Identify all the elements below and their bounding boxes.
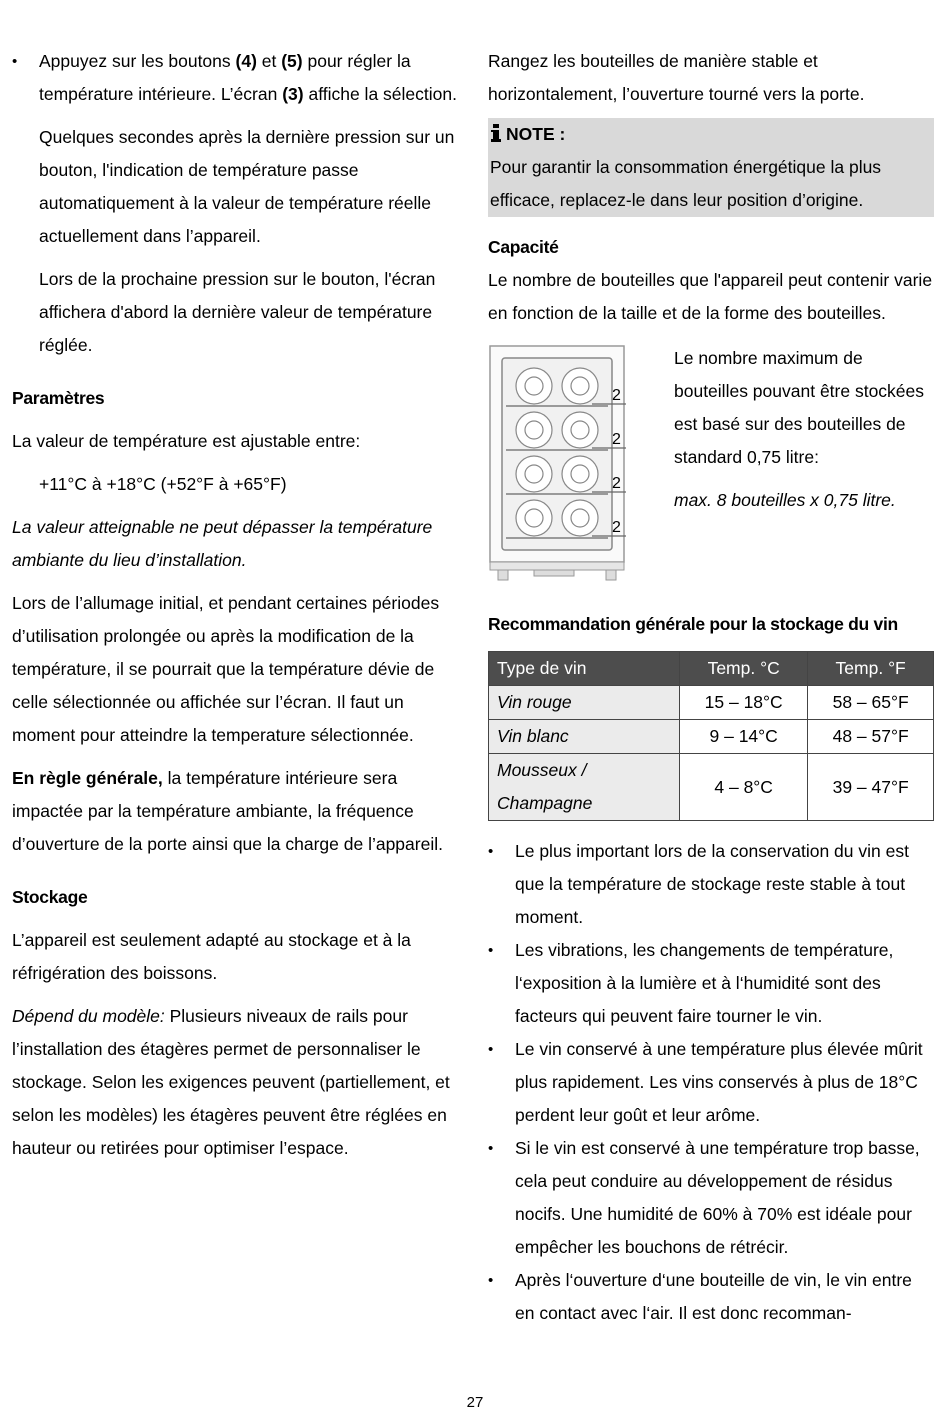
paragraph-storage: L’appareil est seulement adapté au stockage et à la réfrigération des boissons. <box>12 930 411 983</box>
wine-temperature-table <box>488 651 934 821</box>
table-header-type: Type de vin <box>489 652 680 686</box>
left-column <box>12 45 462 1165</box>
temperature-range: +11°C à +18°C (+52°F à +65°F) <box>39 474 287 494</box>
wine-cooler-illustration <box>488 344 638 584</box>
table-cell-type: Vin rouge <box>489 686 680 720</box>
list-item: • Les vibrations, les changements de température, l‘exposition à la lumière et à l‘humidité sont des facteurs qui peuvent faire tourner le vin. <box>488 934 934 1033</box>
shelf-capacity-label: 2 <box>612 519 621 536</box>
table-cell-type: Mousseux / Champagne <box>489 754 680 821</box>
note-text: Pour garantir la consommation énergétique la plus efficace, replacez-le dans leur position d’origine. <box>490 157 882 210</box>
button-instruction: • Appuyez sur les boutons (4) et (5) pour régler la température intérieure. L’écran (3) affiche la sélection. <box>12 45 462 111</box>
info-icon <box>490 124 502 142</box>
page-number: 27 <box>466 1394 484 1411</box>
capacity-max: max. 8 bouteilles x 0,75 litre. <box>674 490 896 510</box>
table-header-celsius: Temp. °C <box>680 652 808 686</box>
shelf-capacity-label: 2 <box>612 387 621 404</box>
paragraph-ambient-note: La valeur atteignable ne peut dépasser la température ambiante du lieu d’installation. <box>12 517 433 570</box>
paragraph-model: Dépend du modèle: Plusieurs niveaux de rails pour l’installation des étagères permet de personnaliser le stockage. Selon les exigences peuvent (partiellement, et selon les modèles) les étagères peuvent être réglées en hauteur ou retirées pour optimiser l’espace. <box>12 1006 450 1158</box>
note-box <box>488 118 934 217</box>
table-header-fahrenheit: Temp. °F <box>808 652 934 686</box>
list-item: • Si le vin est conservé à une température trop basse, cela peut conduire au développement de résidus nocifs. Une humidité de 60% à 70% est idéale pour empêcher les bouchons de rétrécir. <box>488 1132 934 1264</box>
capacity-text <box>674 342 934 517</box>
paragraph-range-intro: La valeur de température est ajustable entre: <box>12 431 361 451</box>
table-cell-celsius: 9 – 14°C <box>680 720 808 754</box>
paragraph-initial-start: Lors de l’allumage initial, et pendant certaines périodes d’utilisation prolongée ou après la modification de la température, il se pourrait que la température dévie de celle sélectionnée ou affichée sur l’écran. Il faut un moment pour atteindre la temperature sélectionnée. <box>12 593 440 745</box>
table-row <box>489 754 934 821</box>
bottle-neck-mark <box>525 465 543 483</box>
bottle-neck-mark <box>525 421 543 439</box>
list-item: • Le vin conservé à une température plus élevée mûrit plus rapidement. Les vins conservés à plus de 18°C perdent leur goût et leur arôme. <box>488 1033 934 1132</box>
table-cell-celsius: 15 – 18°C <box>680 686 808 720</box>
table-cell-fahrenheit: 58 – 65°F <box>808 686 934 720</box>
right-column <box>488 45 934 1330</box>
heading-recommandation: Recommandation générale pour la stockage du vin <box>488 614 898 634</box>
heading-parametres: Paramètres <box>12 388 105 408</box>
note-title: NOTE : <box>490 118 932 151</box>
storage-tips-list <box>488 835 934 1330</box>
bottle-neck-mark <box>571 421 589 439</box>
heading-stockage: Stockage <box>12 887 88 907</box>
capacity-description: Le nombre maximum de bouteilles pouvant être stockées est basé sur des bouteilles de standard 0,75 litre: <box>674 348 925 467</box>
table-cell-type: Vin blanc <box>489 720 680 754</box>
table-header-row <box>489 652 934 686</box>
bottle-neck-mark <box>571 377 589 395</box>
paragraph-general-rule: En règle générale, la température intérieure sera impactée par la température ambiante, la fréquence d’ouverture de la porte ainsi que la charge de l’appareil. <box>12 768 443 854</box>
bottle-neck-mark <box>571 509 589 527</box>
table-cell-fahrenheit: 39 – 47°F <box>808 754 934 821</box>
list-item: • Après l‘ouverture d‘une bouteille de vin, le vin entre en contact avec l‘air. Il est donc recomman- <box>488 1264 934 1330</box>
list-item: • Le plus important lors de la conservation du vin est que la température de stockage reste stable à tout moment. <box>488 835 934 934</box>
capacity-section <box>488 342 934 594</box>
table-row <box>489 686 934 720</box>
bottle-neck-mark <box>571 465 589 483</box>
shelf-capacity-label: 2 <box>612 431 621 448</box>
paragraph-capacity: Le nombre de bouteilles que l'appareil peut contenir varie en fonction de la taille et de la forme des bouteilles. <box>488 270 933 323</box>
bottle-neck-mark <box>525 509 543 527</box>
table-row <box>489 720 934 754</box>
table-cell-celsius: 4 – 8°C <box>680 754 808 821</box>
paragraph-bottle-placement: Rangez les bouteilles de manière stable et horizontalement, l’ouverture tourné vers la porte. <box>488 51 865 104</box>
paragraph-next-press: Lors de la prochaine pression sur le bouton, l'écran affichera d'abord la dernière valeur de température réglée. <box>39 269 436 355</box>
heading-capacite: Capacité <box>488 237 559 257</box>
paragraph-auto-display: Quelques secondes après la dernière pression sur un bouton, l'indication de température passe automatiquement à la valeur de température réelle actuellement dans l’appareil. <box>39 127 455 246</box>
shelf-capacity-label: 2 <box>612 475 621 492</box>
bottle-neck-mark <box>525 377 543 395</box>
table-cell-fahrenheit: 48 – 57°F <box>808 720 934 754</box>
